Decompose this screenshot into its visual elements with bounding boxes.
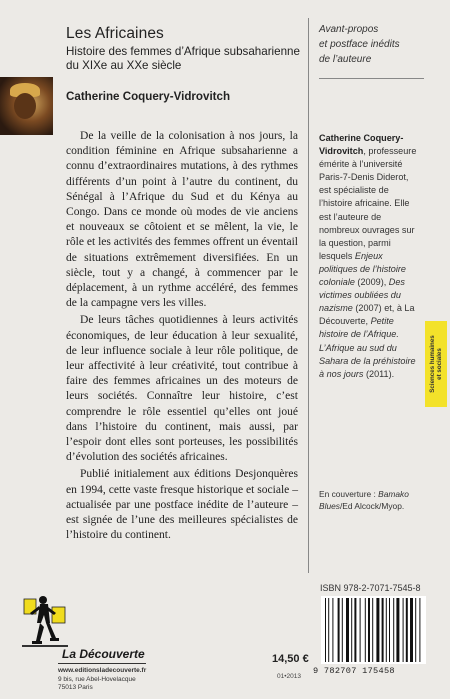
book-title: Les Africaines xyxy=(66,25,164,42)
bio-work-3: Petite histoire de l’Afrique. L’Afrique au sud du Sahara de la préhistoire à nos jours xyxy=(319,316,416,379)
bio-work-1: Enjeux politiques de l’histoire coloniale xyxy=(319,250,406,288)
subtitle-line-1: Histoire des femmes d’Afrique subsaharienne xyxy=(66,45,300,58)
cover-credit-title: Bamako Blues xyxy=(319,489,409,511)
side-note xyxy=(319,22,419,67)
column-divider xyxy=(308,18,309,573)
side-note-divider xyxy=(319,78,424,79)
category-label xyxy=(429,335,443,392)
blurb-paragraph-3: Publié initialement aux éditions Desjonquères en 1994, cette vaste fresque historique et sociale – actualisée par une postface inédite de l’auteure – est signée de l’une des meilleures spécialistes de l’histoire du continent. xyxy=(66,468,298,542)
bio-author-name: Catherine Coquery-Vidrovitch xyxy=(319,133,404,157)
isbn: ISBN 978-2-7071-7545-8 xyxy=(320,583,421,593)
blurb-text xyxy=(66,129,298,545)
barcode-bars xyxy=(321,596,426,664)
category-line-2: et sociales xyxy=(436,348,443,380)
publisher-logo xyxy=(22,593,72,649)
bio-text-4: (2011). xyxy=(363,368,395,379)
bio-work-2: Des victimes oubliées du nazisme xyxy=(319,277,405,314)
cover-credit-prefix: En couverture : xyxy=(319,489,379,499)
side-note-line-1: Avant-propos xyxy=(319,24,379,35)
category-tab xyxy=(425,321,447,407)
walking-man-logo-icon xyxy=(22,593,72,649)
subtitle-line-2: du XIXe au XXe siècle xyxy=(66,59,182,72)
blurb-paragraph-2: De leurs tâches quotidiennes à leurs activités économiques, de leur éducation à leur sexualité, de leur influence sociale à leur rôle politique, de leur affectivité à leur créativité, tout contribue à faire des femmes africaines un des moteurs de leurs sociétés. Connaître leur histoire, c’est comprendre le rôle essentiel qu’elles ont joué dans l’histoire du continent, mais aussi, par l’espoir dont elles sont porteuses, les possibilités d’évolution des sociétés africaines. xyxy=(66,314,298,464)
bio-text-1: , professeure émérite à l’université Paris-7-Denis Diderot, est spécialiste de l’histoire africaine. Elle est l’auteure de nombreux ouvrages sur la question, parmi lesquels xyxy=(319,146,417,261)
face-shape xyxy=(14,93,36,119)
publisher-website: www.editionsladecouverte.fr xyxy=(58,667,147,674)
price: 14,50 € xyxy=(272,653,309,665)
blurb-paragraph-1: De la veille de la colonisation à nos jours, la condition féminine en Afrique subsaharienne a connu d’extraordinaires mutations, à des rythmes différents d’un point à l’autre du continent, du Sénégal à l’Afrique du Sud et du Kénya au Congo. Dans ce monde où modes de vie anciens et nouveaux se côtoient et se mêlent, la vie, le rôle et les activités des femmes offrent un éventail de situations extrêmement diversifiées. En un siècle, tout y a changé, à commencer par le déplacement, à un rythme accéléré, des femmes de la campagne vers les villes. xyxy=(66,130,298,310)
barcode xyxy=(321,596,426,664)
publisher-address-line-2: 75013 Paris xyxy=(58,684,93,691)
publisher-address xyxy=(58,667,146,693)
cover-photo-thumbnail xyxy=(0,77,53,135)
publisher-divider xyxy=(58,663,146,664)
side-note-line-2: et postface inédits xyxy=(319,39,400,50)
publisher-address-line-1: 9 bis, rue Abel-Hovelacque xyxy=(58,675,136,683)
category-line-1: Sciences humaines xyxy=(429,335,436,393)
book-subtitle xyxy=(66,45,326,73)
side-note-line-3: de l’auteure xyxy=(319,54,372,65)
date-code: 01•2013 xyxy=(277,673,301,680)
cover-credit-suffix: /Ed Alcock/Myop. xyxy=(339,501,405,511)
author-bio xyxy=(319,132,421,381)
barcode-digits: 9 782707 175458 xyxy=(313,666,395,676)
bio-text-2: (2009), xyxy=(354,277,389,288)
bio-text-3: (2007) et, à La Découverte, xyxy=(319,303,415,327)
publisher-name: La Découverte xyxy=(62,647,145,661)
author-name: Catherine Coquery-Vidrovitch xyxy=(66,90,231,103)
cover-credit xyxy=(319,488,429,512)
